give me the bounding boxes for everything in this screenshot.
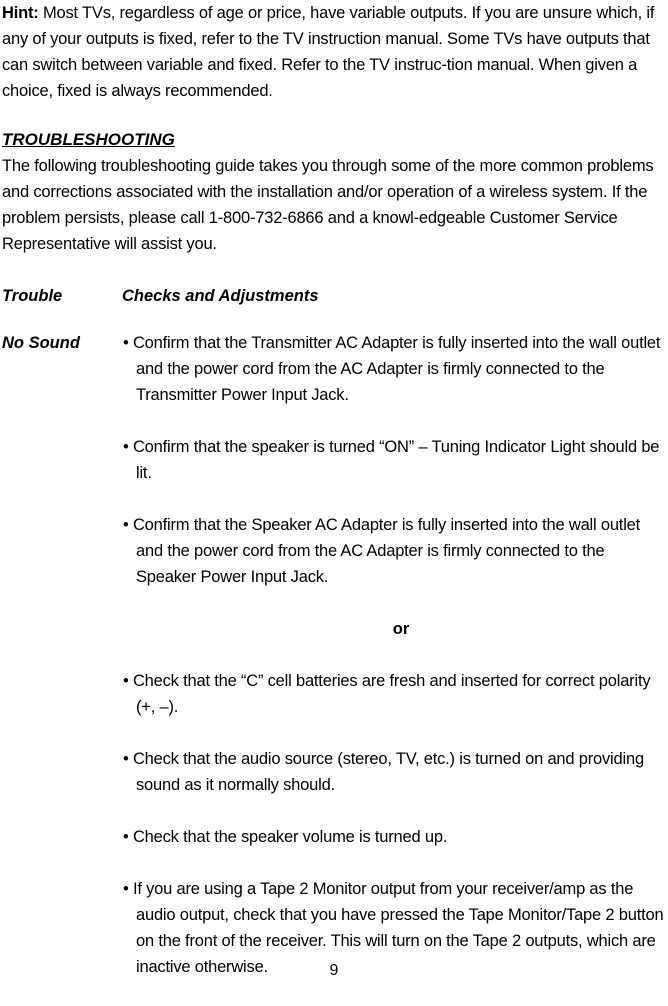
troubleshooting-heading: TROUBLESHOOTING	[2, 130, 175, 149]
check-item: • Confirm that the Transmitter AC Adapter is fully inserted into the wall outlet and the power cord from the AC Adapter is firmly connected to the Transmitter Power Input Jack.	[123, 334, 661, 404]
checks-list	[118, 330, 666, 1006]
check-item: • If you are using a Tape 2 Monitor output from your receiver/amp as the audio output, check that you have pressed the Tape Monitor/Tape 2 button on the front of the receiver. This will turn on the Tape 2 outputs, which are inactive otherwise.	[123, 880, 664, 976]
check-item: • Check that the audio source (stereo, TV, etc.) is turned on and providing sound as it normally should.	[123, 750, 644, 794]
or-separator: or	[392, 620, 410, 638]
check-item: • Confirm that the Speaker AC Adapter is fully inserted into the wall outlet and the power cord from the AC Adapter is firmly connected to the Speaker Power Input Jack.	[123, 516, 641, 586]
hint-paragraph	[2, 0, 662, 104]
trouble-no-sound: No Sound	[2, 334, 80, 352]
troubleshooting-intro: The following troubleshooting guide takes you through some of the more common problems and corrections associated with the installation and/or operation of a wireless system. If the problem persists, please call 1-800-732-6866 and a knowl-edgeable Customer Service Representative will assist you.	[2, 157, 654, 253]
check-item: • Check that the “C” cell batteries are fresh and inserted for correct polarity (+, –).	[123, 672, 651, 716]
hint-text: Most TVs, regardless of age or price, have variable outputs. If you are unsure which, if any of your outputs is fixed, refer to the TV instruction manual. Some TVs have outputs that can switch between variable and fixed. Refer to the TV instruc-tion manual. When given a choice, fixed is always recommended.	[2, 4, 655, 100]
check-item: • Confirm that the speaker is turned “ON” – Tuning Indicator Light should be lit.	[123, 438, 660, 482]
hint-label: Hint:	[2, 4, 39, 22]
page-number: 9	[329, 962, 339, 979]
checks-column-header: Checks and Adjustments	[122, 287, 319, 305]
check-item: • Check that the speaker volume is turned up.	[123, 828, 448, 846]
trouble-column-header: Trouble	[2, 287, 63, 305]
